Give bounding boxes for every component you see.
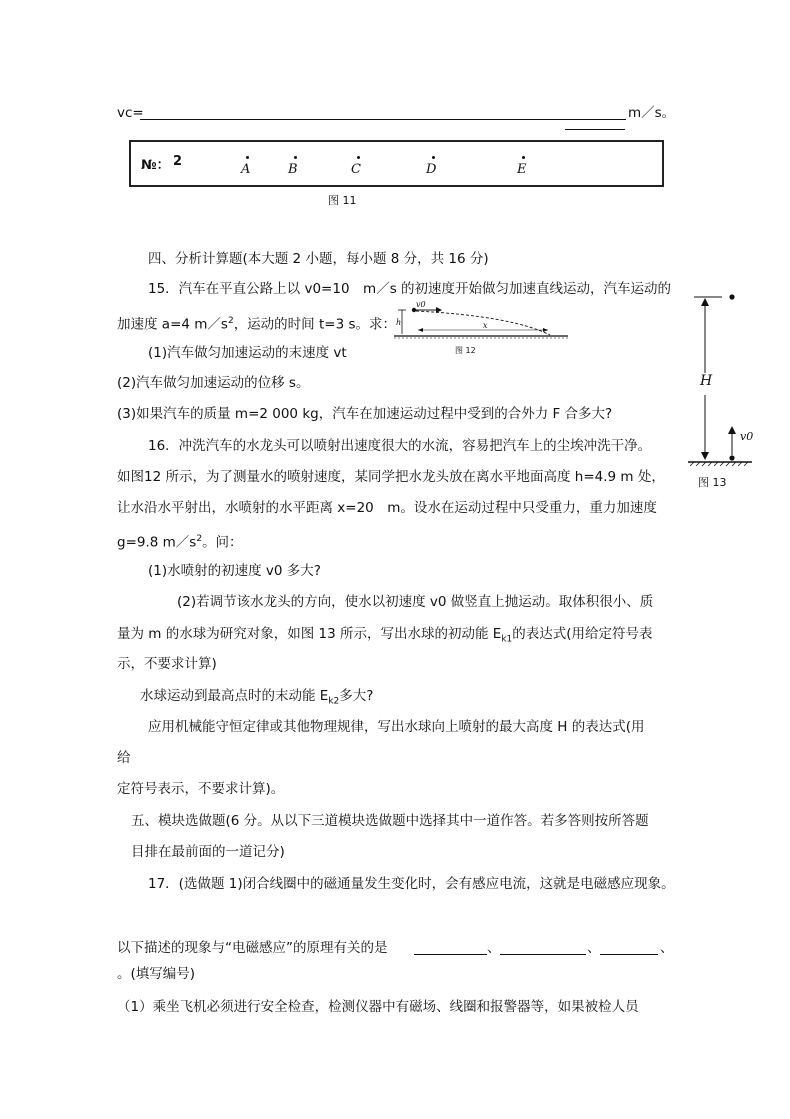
tape-no-label: №： bbox=[141, 158, 170, 173]
fig13-caption: 图 13 bbox=[698, 476, 727, 489]
short-underline bbox=[565, 129, 625, 130]
q16-part4-line1: 应用机械能守恒定律或其他物理规律，写出水球向上喷射的最大高度 H 的表达式(用 bbox=[148, 719, 645, 735]
vc-unit: m／s。 bbox=[628, 105, 676, 121]
q15-line2: 加速度 a=4 $m/s^2$，运动的时间 t=3 s。求： bbox=[117, 316, 396, 333]
q15-line1: 15．汽车在平直公路上以 v0=10 m／s 的初速度开始做匀加速直线运动，汽车运动的 bbox=[148, 281, 672, 297]
fig12-diagram bbox=[392, 302, 570, 358]
q15-part1: (1)汽车做匀加速运动的末速度 vt bbox=[148, 345, 347, 361]
q17-blank-3[interactable] bbox=[600, 954, 658, 955]
tape-dot-a bbox=[246, 156, 249, 159]
tape-point-b: B bbox=[288, 162, 298, 177]
tape-point-d: D bbox=[426, 162, 437, 177]
q16-part4-line3: 定符号表示，不要求计算)。 bbox=[117, 781, 285, 797]
tape-dot-d bbox=[432, 156, 435, 159]
tape-no-number: 2 bbox=[173, 154, 183, 169]
q16-part4-line2: 给 bbox=[117, 750, 131, 766]
q16-part2-line1: (2)若调节该水龙头的方向，使水以初速度 v0 做竖直上抛运动。取体积很小、质 bbox=[177, 594, 654, 610]
q17-item1: （1）乘坐飞机必须进行安全检查，检测仪器中有磁场、线圈和报警器等，如果被检人员 bbox=[117, 999, 639, 1015]
q17-sep1: 、 bbox=[487, 940, 501, 956]
tape-point-c: C bbox=[351, 162, 361, 177]
q16-part2-line2: 量为 m 的水球为研究对象，如图 13 所示，写出水球的初动能 $E_{k1}$的表达式(用给定符号表 bbox=[117, 626, 653, 645]
q16-line4: g=9.8 $m/s^2$。问： bbox=[117, 534, 243, 551]
fig12-x: x bbox=[483, 321, 488, 330]
fig12-h: h bbox=[396, 318, 402, 327]
q17-sep2: 、 bbox=[587, 940, 601, 956]
q16-line1: 16．冲洗汽车的水龙头可以喷射出速度很大的水流，容易把汽车上的尘埃冲洗干净。 bbox=[148, 438, 652, 454]
q17-line1: 17．(选做题 1)闭合线圈中的磁通量发生变化时，会有感应电流，这就是电磁感应现象。 bbox=[148, 876, 675, 892]
tape-point-e: E bbox=[517, 162, 527, 177]
q16-line3: 让水沿水平射出，水喷射的水平距离 x=20 m。设水在运动过程中只受重力，重力加速度 bbox=[117, 500, 657, 516]
q17-sep3: 、 bbox=[660, 940, 674, 956]
section4-heading: 四、分析计算题(本大题 2 小题，每小题 8 分，共 16 分) bbox=[148, 251, 489, 267]
fig13-v0: v0 bbox=[740, 430, 754, 443]
fig11-caption: 图 11 bbox=[328, 194, 357, 207]
fig13-H: H bbox=[700, 373, 713, 389]
q16-line2: 如图12 所示，为了测量水的喷射速度，某同学把水龙头放在离水平地面高度 h=4.9 m 处， bbox=[117, 469, 665, 485]
q15-part3: (3)如果汽车的质量 m=2 000 kg，汽车在加速运动过程中受到的合外力 F 合多大? bbox=[117, 406, 613, 422]
section5-heading-line2: 目排在最前面的一道记分) bbox=[131, 844, 285, 860]
q15-part2: (2)汽车做匀加速运动的位移 s。 bbox=[117, 375, 310, 391]
vc-answer-blank[interactable] bbox=[140, 119, 626, 120]
tape-dot-b bbox=[294, 156, 297, 159]
q16-part2-line3: 示，不要求计算) bbox=[117, 656, 217, 672]
q16-part1: (1)水喷射的初速度 v0 多大? bbox=[148, 563, 321, 579]
section5-heading-line1: 五、模块选做题(6 分。从以下三道模块选做题中选择其中一道作答。若多答则按所答题 bbox=[131, 813, 649, 829]
fig12-v0: v0 bbox=[416, 300, 426, 309]
tape-dot-e bbox=[522, 156, 525, 159]
q17-blank-1[interactable] bbox=[414, 954, 487, 955]
vc-label: vc= bbox=[117, 105, 144, 121]
q17-prompt: 以下描述的现象与“电磁感应”的原理有关的是 bbox=[117, 940, 388, 956]
tape-dot-c bbox=[357, 156, 360, 159]
q17-prompt-tail: 。(填写编号) bbox=[117, 966, 196, 982]
tape-figure-box bbox=[129, 140, 664, 187]
fig12-caption: 图 12 bbox=[455, 346, 476, 355]
q16-part3: 水球运动到最高点时的末动能 $E_{k2}$多大? bbox=[140, 688, 374, 707]
tape-point-a: A bbox=[241, 162, 251, 177]
q17-blank-2[interactable] bbox=[500, 954, 586, 955]
